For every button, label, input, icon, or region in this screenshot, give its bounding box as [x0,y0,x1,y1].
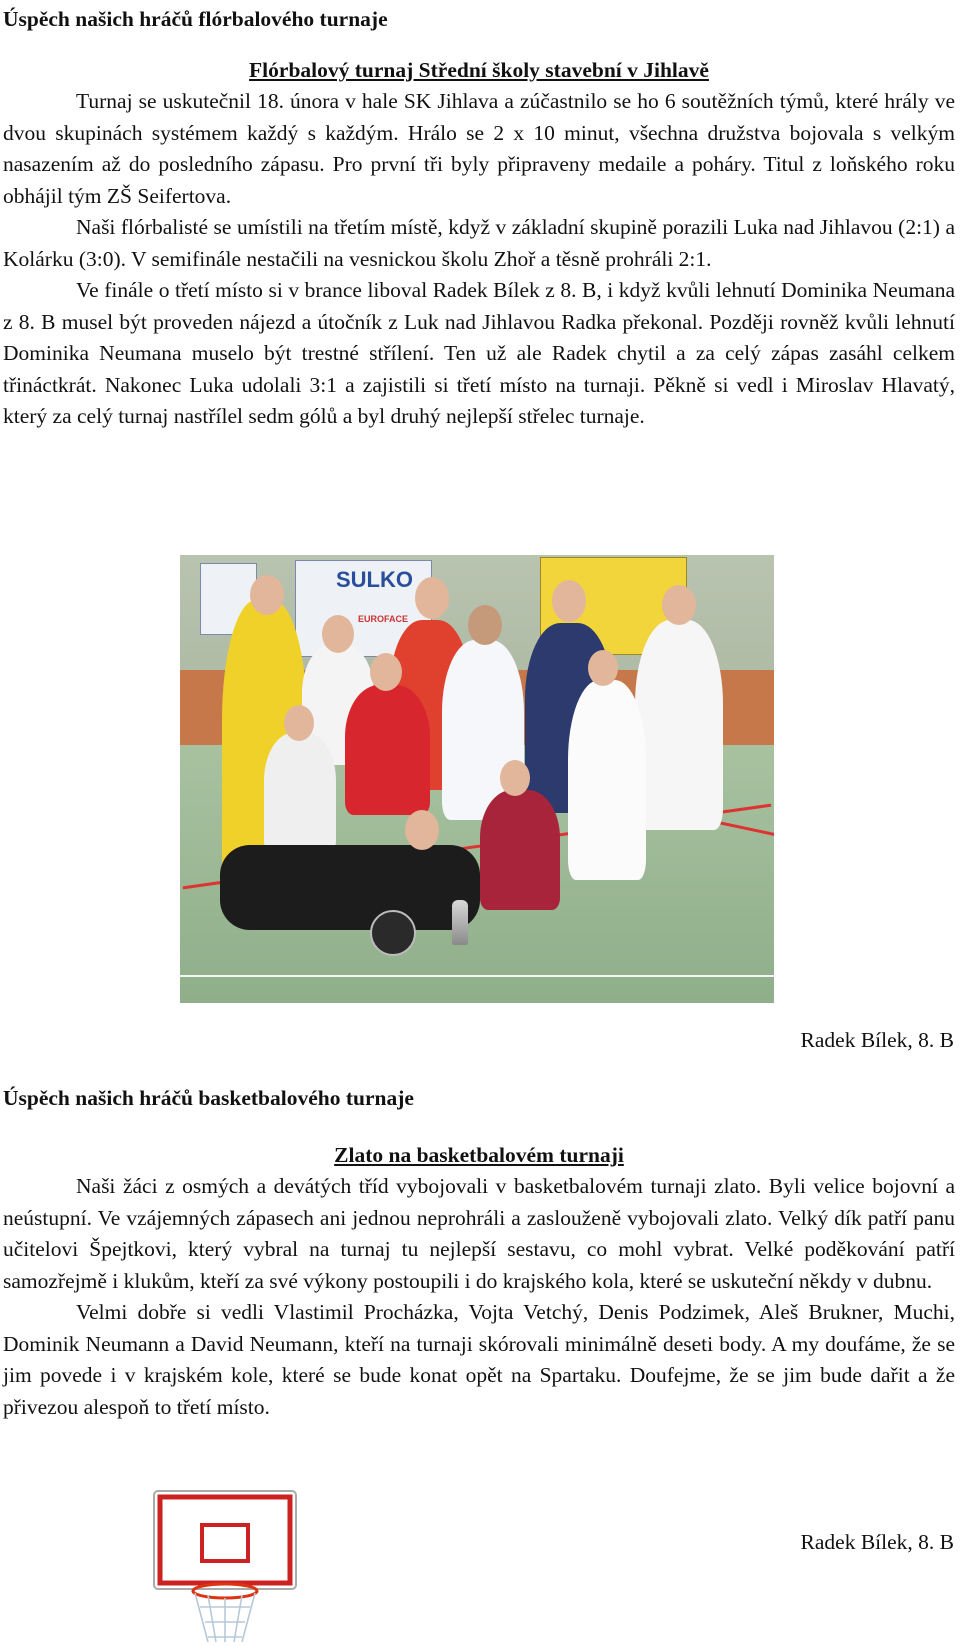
sponsor-banner-text: SULKO [336,567,413,592]
player-head [415,577,449,619]
player-head [370,653,402,691]
player-figure [568,680,646,880]
paragraph: Velmi dobře si vedli Vlastimil Procházka, Vojta Vetchý, Denis Podzimek, Aleš Brukner, Muchi, Dominik Neumann a David Neumann, kteří na turnaji skórovali minimálně deseti body. A my doufáme, že se jim povede i v krajském kole, které se bude konat opět na Spartaku. Doufejme, že se jim bude dařit a že přivezou alespoň to třetí místo. [3,1300,955,1419]
section-heading-florbal: Úspěch našich hráčů flórbalového turnaje [3,7,388,31]
player-figure [264,733,336,853]
article-title-florbal: Flórbalový turnaj Střední školy stavební v Jihlavě [249,58,709,82]
paragraph: Naši flórbalisté se umístili na třetím místě, když v základní skupině porazili Luka nad Jihlavou (2:1) a Kolárku (3:0). V semifinále nestačili na vesnickou školu Zhoř a těsně prohráli 2:1. [3,215,955,271]
goalie-figure [220,845,480,930]
player-head [284,705,314,741]
player-head [662,585,696,625]
basketball-hoop-icon [150,1487,300,1645]
article-title-basketbal: Zlato na basketbalovém turnaji [334,1143,624,1167]
player-figure [480,790,560,910]
signature-basketbal: Radek Bílek, 8. B [800,1530,954,1554]
player-head [405,810,439,850]
article-body-florbal [3,86,955,433]
player-figure [345,685,430,815]
player-head [468,605,502,645]
player-head [322,615,354,653]
player-head [552,580,586,622]
paragraph: Turnaj se uskutečnil 18. února v hale SK Jihlava a zúčastnilo se ho 6 soutěžních týmů, které hrály ve dvou skupinách systémem každý s každým. Hrálo se 2 x 10 minut, všechna družstva bojovala s velkým nasazením až do posledního zápasu. Pro první tři byly připraveny medaile a poháry. Titul z loňského roku obhájil tým ZŠ Seifertova. [3,89,955,208]
court-line [180,975,774,977]
player-head [588,650,618,686]
player-figure [635,620,723,830]
trophy-icon [452,900,468,945]
article-body-basketbal [3,1171,955,1423]
team-photo [180,555,774,1003]
player-head [500,760,530,796]
goalie-helmet [370,910,416,956]
sponsor-banner-subtext: EUROFACE [358,614,409,624]
signature-florbal: Radek Bílek, 8. B [800,1028,954,1052]
paragraph: Naši žáci z osmých a devátých tříd vybojovali v basketbalovém turnaji zlato. Byli velice bojovní a neústupní. Ve vzájemných zápasech ani jednou neprohráli a zaslouženě vybojovali zlato. Velký dík patří panu učitelovi Špejtkovi, který vybral na turnaj tu nejlepší sestavu, co mohl vybrat. Velké poděkování patří samozřejmě i klukům, kteří za své výkony postoupili i do krajského kola, které se uskuteční někdy v dubnu. [3,1174,955,1293]
paragraph: Ve finále o třetí místo si v brance liboval Radek Bílek z 8. B, i když kvůli lehnutí Dominika Neumana z 8. B musel být proveden nájezd a útočník z Luk nad Jihlavou Radka překonal. Později rovněž kvůli lehnutí Dominika Neumana muselo být trestné střílení. Ten už ale Radek chytil a za celý zápas zasáhl celkem třináctkrát. Nakonec Luka udolali 3:1 a zajistili si třetí místo na turnaji. Pěkně si vedl i Miroslav Hlavatý, který za celý turnaj nastřílel sedm gólů a byl druhý nejlepší střelec turnaje. [3,278,955,428]
section-heading-basketbal: Úspěch našich hráčů basketbalového turnaje [3,1086,414,1110]
player-head [250,575,284,615]
